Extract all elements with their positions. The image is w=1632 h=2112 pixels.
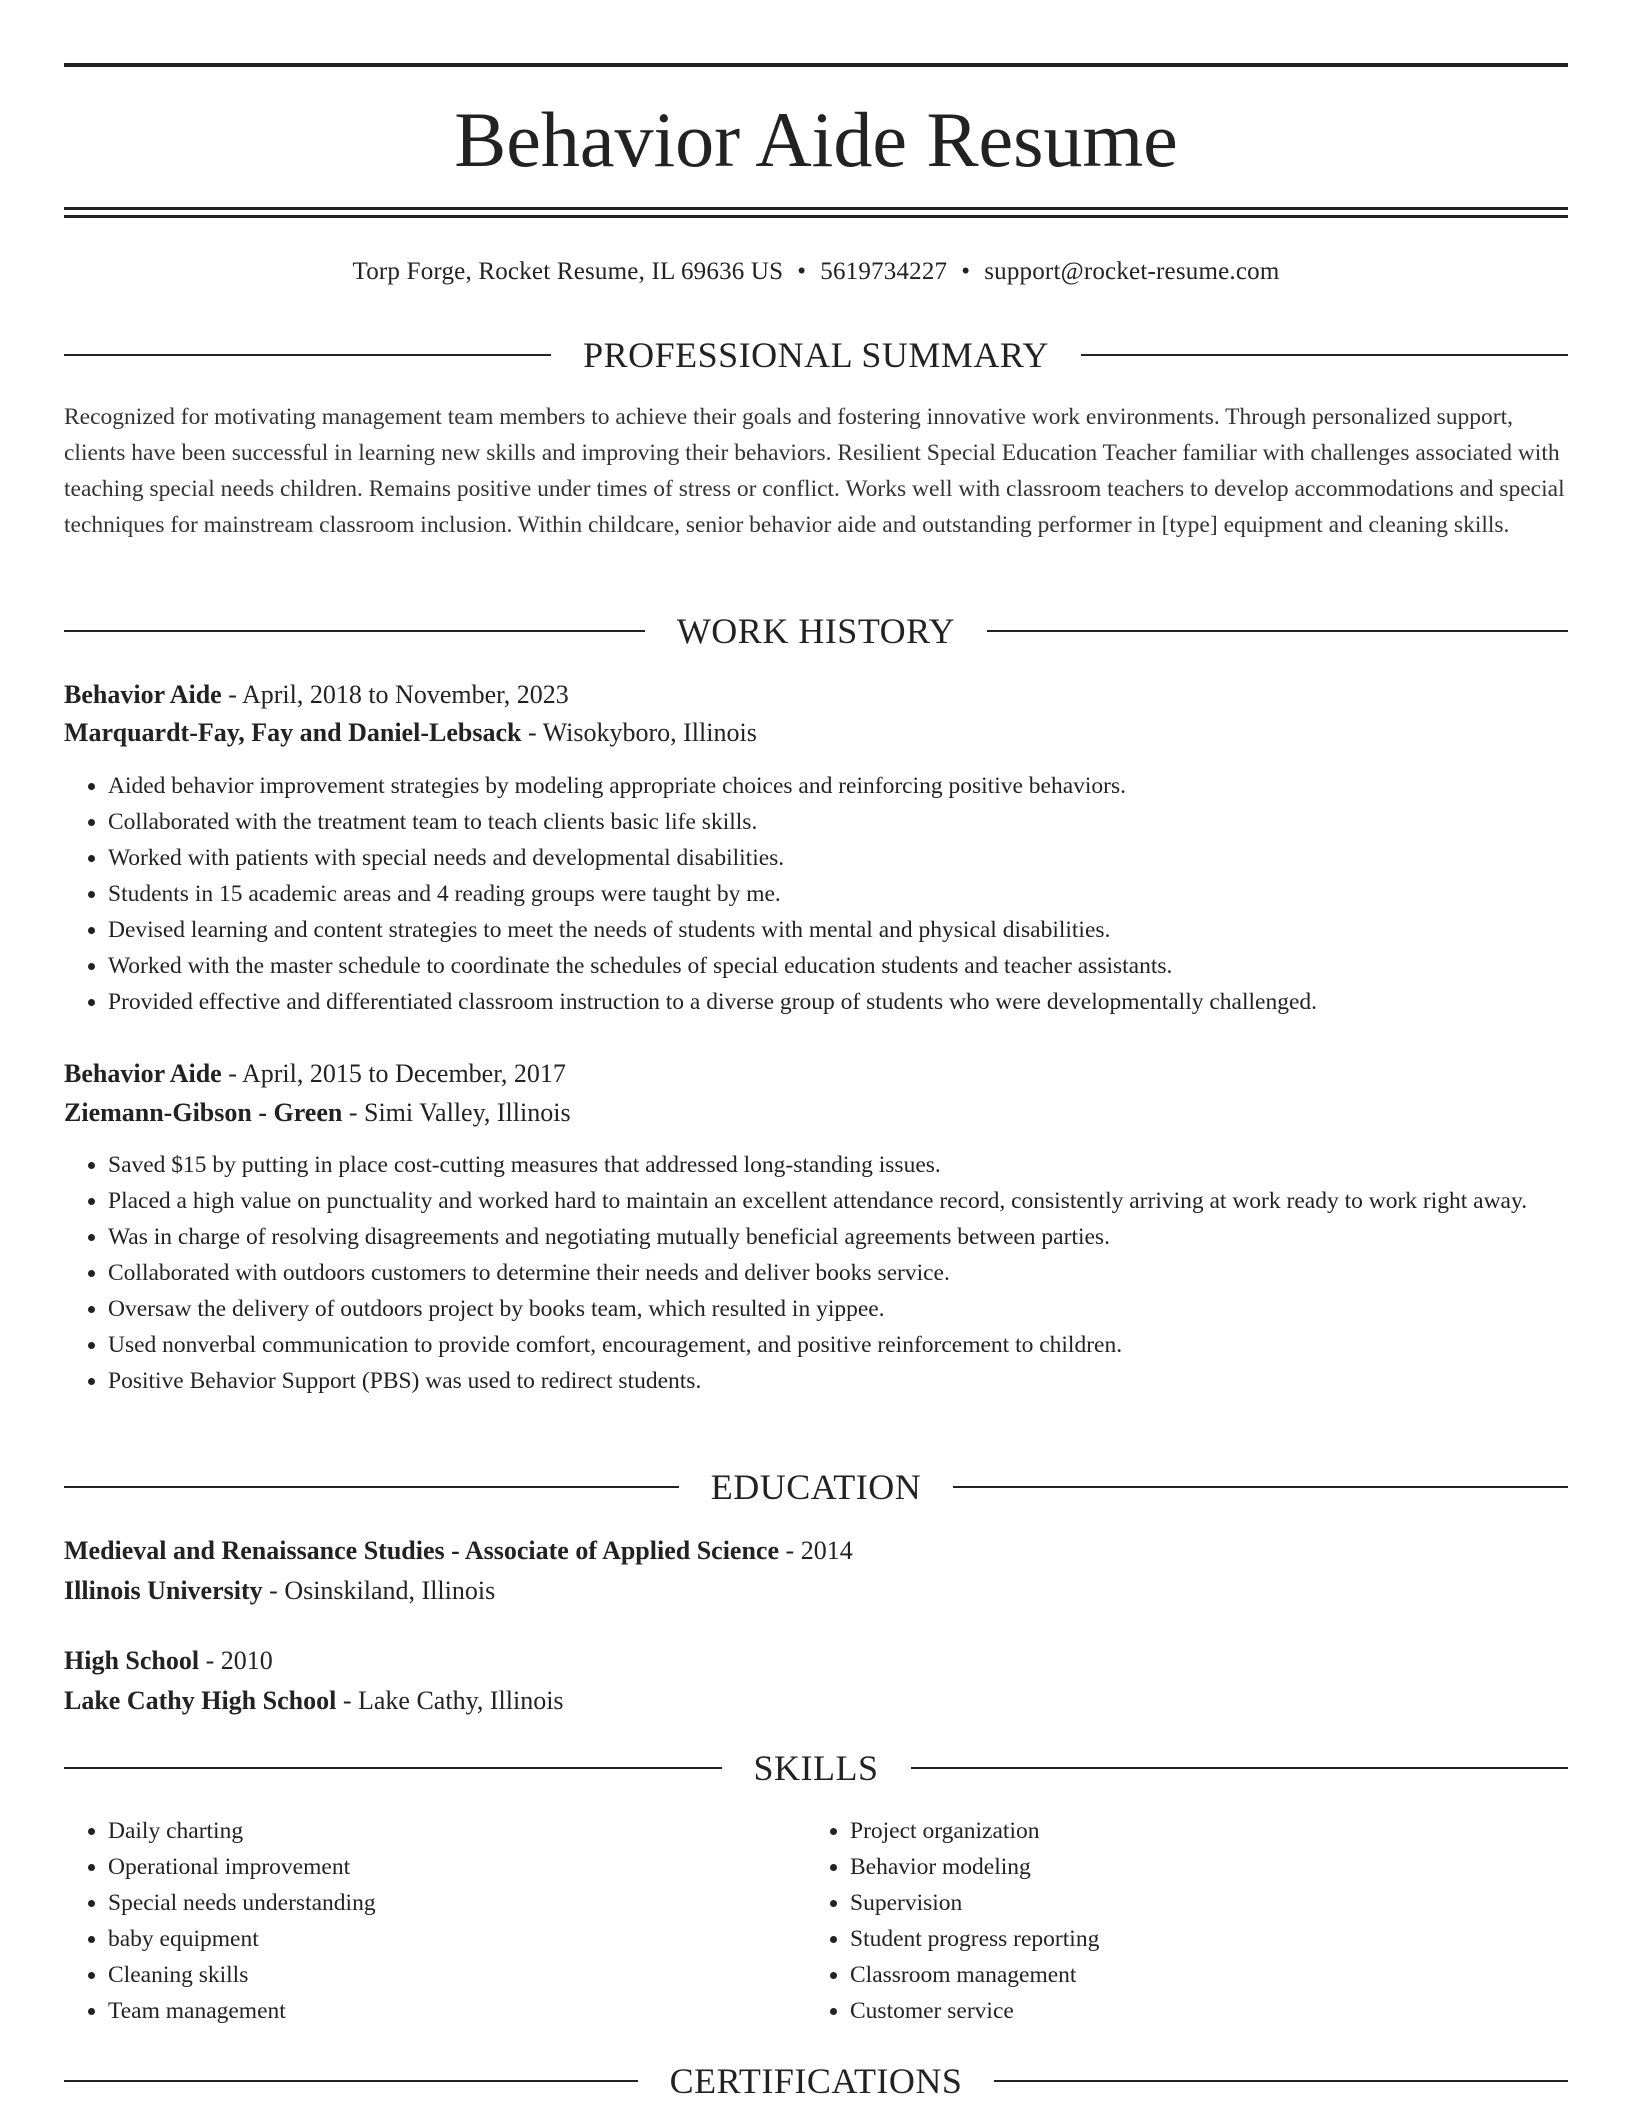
- education-degree: High School: [64, 1646, 200, 1675]
- section-heading-certifications: [64, 2057, 1568, 2105]
- section-heading-label: CERTIFICATIONS: [669, 2061, 963, 2101]
- education-year: 2014: [800, 1536, 853, 1565]
- job-location: Simi Valley, Illinois: [364, 1098, 571, 1127]
- list-item: • Student progress reporting: [850, 1921, 1550, 1957]
- job-company-line: Marquardt-Fay, Fay and Daniel-Lebsack - Wisokyboro, Illinois: [64, 718, 757, 747]
- section-heading-label: SKILLS: [753, 1748, 879, 1788]
- list-item: • Special needs understanding: [108, 1885, 808, 1921]
- list-item: • Devised learning and content strategies to meet the needs of students with mental and physical disabilities.: [108, 912, 1612, 948]
- section-heading-label: PROFESSIONAL SUMMARY: [583, 335, 1049, 375]
- job-bullets: [64, 1147, 1612, 1399]
- job-company: Ziemann-Gibson - Green: [64, 1098, 343, 1127]
- list-item: • Oversaw the delivery of outdoors project by books team, which resulted in yippee.: [108, 1291, 1612, 1327]
- job-title-line: Behavior Aide - April, 2015 to December, 2017: [64, 1059, 566, 1088]
- list-item: • Daily charting: [108, 1813, 808, 1849]
- list-item: • Placed a high value on punctuality and worked hard to maintain an excellent attendance record, consistently arriving at work ready to work right away.: [108, 1183, 1612, 1219]
- list-item: • Classroom management: [850, 1957, 1550, 1993]
- job-title: Behavior Aide: [64, 680, 222, 709]
- job-title: Behavior Aide: [64, 1059, 222, 1088]
- job-bullets: [64, 768, 1612, 1020]
- section-heading-summary: [64, 331, 1568, 379]
- contact-line: [64, 254, 1568, 290]
- list-item: • Team management: [108, 1993, 808, 2029]
- section-heading-education: [64, 1463, 1568, 1511]
- top-rule: [64, 63, 1568, 67]
- job-dates: April, 2018 to November, 2023: [241, 680, 569, 709]
- summary-text: Recognized for motivating management team members to achieve their goals and fostering innovative work environments. Through personalized support, clients have been successful in learning new skills and improving their behaviors. Resilient Special Education Teacher familiar with challenges associated with teaching special needs children. Remains positive under times of stress or conflict. Works well with classroom teachers to develop accommodations and special techniques for mainstream classroom inclusion. Within childcare, senior behavior aide and outstanding performer in [type] equipment and cleaning skills.: [64, 404, 1565, 538]
- list-item: • Used nonverbal communication to provide comfort, encouragement, and positive reinforcement to children.: [108, 1327, 1612, 1363]
- section-heading-work: [64, 607, 1568, 655]
- education-school: Illinois University: [64, 1576, 263, 1605]
- list-item: • Provided effective and differentiated classroom instruction to a diverse group of students who were developmentally challenged.: [108, 984, 1612, 1020]
- double-rule-lower: [64, 215, 1568, 218]
- job-dates: April, 2015 to December, 2017: [241, 1059, 566, 1088]
- list-item: • Behavior modeling: [850, 1849, 1550, 1885]
- list-item: • Supervision: [850, 1885, 1550, 1921]
- list-item: • Students in 15 academic areas and 4 reading groups were taught by me.: [108, 876, 1612, 912]
- education-school-line: Lake Cathy High School - Lake Cathy, Illinois: [64, 1686, 564, 1715]
- contact-email: support@rocket-resume.com: [984, 258, 1280, 285]
- list-item: • Aided behavior improvement strategies by modeling appropriate choices and reinforcing positive behaviors.: [108, 768, 1612, 804]
- education-degree-line: High School - 2010: [64, 1646, 273, 1675]
- education-location: Osinskiland, Illinois: [284, 1576, 496, 1605]
- list-item: • baby equipment: [108, 1921, 808, 1957]
- list-item: • Customer service: [850, 1993, 1550, 2029]
- education-school: Lake Cathy High School: [64, 1686, 337, 1715]
- list-item: • Operational improvement: [108, 1849, 808, 1885]
- list-item: • Saved $15 by putting in place cost-cutting measures that addressed long-standing issues.: [108, 1147, 1612, 1183]
- list-item: • Worked with the master schedule to coordinate the schedules of special education students and teacher assistants.: [108, 948, 1612, 984]
- list-item: • Collaborated with the treatment team to teach clients basic life skills.: [108, 804, 1612, 840]
- list-item: • Positive Behavior Support (PBS) was used to redirect students.: [108, 1363, 1612, 1399]
- double-rule-upper: [64, 207, 1568, 210]
- job-title-line: Behavior Aide - April, 2018 to November, 2023: [64, 680, 569, 709]
- contact-phone: 5619734227: [820, 258, 948, 285]
- list-item: • Was in charge of resolving disagreements and negotiating mutually beneficial agreements between parties.: [108, 1219, 1612, 1255]
- education-year: 2010: [220, 1646, 273, 1675]
- contact-separator: •: [797, 258, 807, 285]
- contact-separator: •: [961, 258, 971, 285]
- contact-address: Torp Forge, Rocket Resume, IL 69636 US: [352, 258, 784, 285]
- job-company-line: Ziemann-Gibson - Green - Simi Valley, Illinois: [64, 1098, 571, 1127]
- list-item: • Cleaning skills: [108, 1957, 808, 1993]
- skills-list-right: [806, 1813, 1550, 2029]
- section-heading-skills: [64, 1744, 1568, 1792]
- skills-list-left: [64, 1813, 808, 2029]
- list-item: • Project organization: [850, 1813, 1550, 1849]
- job-company: Marquardt-Fay, Fay and Daniel-Lebsack: [64, 718, 522, 747]
- job-location: Wisokyboro, Illinois: [542, 718, 757, 747]
- list-item: • Worked with patients with special needs and developmental disabilities.: [108, 840, 1612, 876]
- education-degree: Medieval and Renaissance Studies - Associate of Applied Science: [64, 1536, 780, 1565]
- list-item: • Collaborated with outdoors customers to determine their needs and deliver books service.: [108, 1255, 1612, 1291]
- education-degree-line: Medieval and Renaissance Studies - Associate of Applied Science - 2014: [64, 1536, 853, 1565]
- education-school-line: Illinois University - Osinskiland, Illinois: [64, 1576, 496, 1605]
- resume-title: Behavior Aide Resume: [454, 96, 1178, 183]
- education-location: Lake Cathy, Illinois: [358, 1686, 564, 1715]
- section-heading-label: EDUCATION: [710, 1467, 922, 1507]
- section-heading-label: WORK HISTORY: [676, 611, 956, 651]
